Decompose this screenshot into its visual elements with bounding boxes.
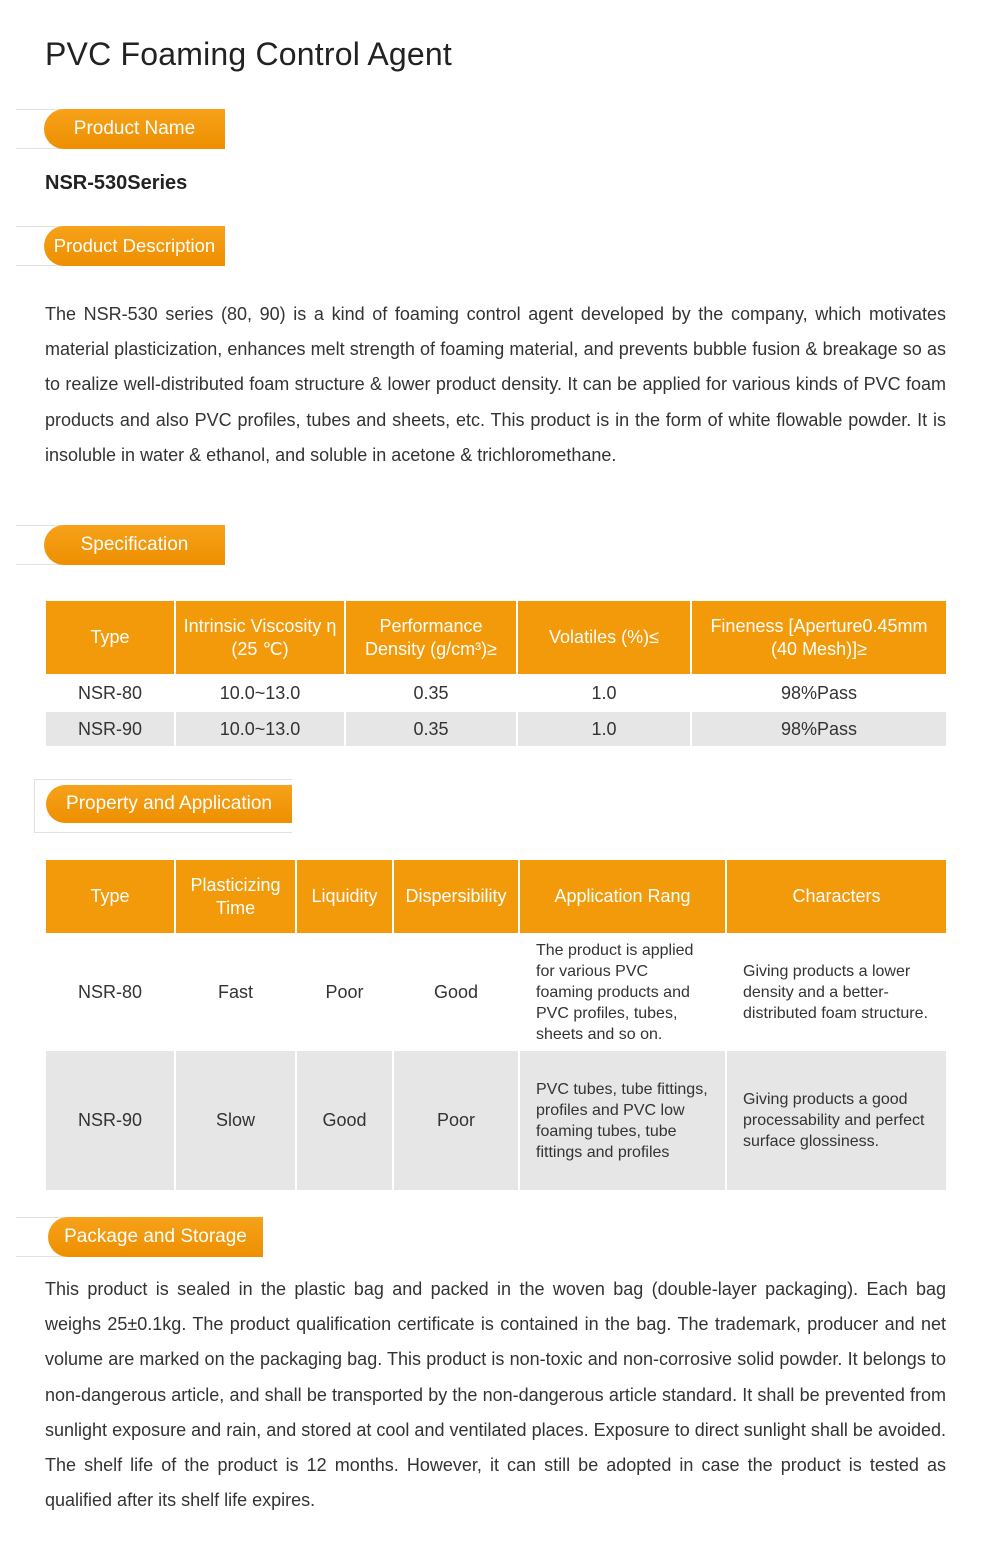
spec-cell: 98%Pass xyxy=(692,677,946,712)
property-cell: PVC tubes, tube fittings, profiles and PVC low foaming tubes, tube fittings and profiles xyxy=(520,1051,725,1192)
property-cell: Giving products a good processability and perfect surface glossiness. xyxy=(727,1051,946,1192)
section-tab-product-name xyxy=(16,109,225,149)
property-cell: NSR-80 xyxy=(46,936,174,1051)
property-header: Type xyxy=(46,860,174,936)
spec-cell: 0.35 xyxy=(346,677,516,712)
section-label: Property and Application xyxy=(46,785,292,823)
section-label: Package and Storage xyxy=(48,1217,263,1257)
table-row xyxy=(46,677,946,712)
property-header: Plasticizing Time xyxy=(176,860,295,936)
property-cell: NSR-90 xyxy=(46,1051,174,1192)
property-header: Dispersibility xyxy=(394,860,518,936)
specification-table xyxy=(44,601,948,748)
spec-cell: 10.0~13.0 xyxy=(176,712,344,748)
spec-cell: NSR-80 xyxy=(46,677,174,712)
property-cell: Poor xyxy=(297,936,392,1051)
property-cell: The product is applied for various PVC foaming products and PVC profiles, tubes, sheets and so on. xyxy=(520,936,725,1051)
spec-cell: 1.0 xyxy=(518,677,690,712)
spec-header: Fineness [Aperture0.45mm (40 Mesh)]≥ xyxy=(692,601,946,677)
spec-header: Intrinsic Viscosity η (25 ℃) xyxy=(176,601,344,677)
spec-cell: NSR-90 xyxy=(46,712,174,748)
property-header: Application Rang xyxy=(520,860,725,936)
spec-header: Volatiles (%)≤ xyxy=(518,601,690,677)
table-row xyxy=(46,1051,946,1192)
section-tab-specification xyxy=(16,525,225,565)
spec-cell: 10.0~13.0 xyxy=(176,677,344,712)
property-cell: Slow xyxy=(176,1051,295,1192)
property-header: Liquidity xyxy=(297,860,392,936)
table-row xyxy=(46,712,946,748)
package-storage-text: This product is sealed in the plastic bag and packed in the woven bag (double-layer packaging). Each bag weighs 25±0.1kg. The product qualification certificate is contained in the bag. The trademark, producer and net volume are marked on the packaging bag. This product is non-toxic and non-corrosive solid powder. It belongs to non-dangerous article, and shall be transported by the non-dangerous article standard. It shall be prevented from sunlight exposure and rain, and stored at cool and ventilated places. Exposure to direct sunlight shall be avoided. The shelf life of the product is 12 months. However, it can still be adopted in case the product is tested as qualified after its shelf life expires. xyxy=(45,1279,946,1511)
property-application-table xyxy=(44,860,948,1192)
property-cell: Giving products a lower density and a better-distributed foam structure. xyxy=(727,936,946,1051)
spec-header: Type xyxy=(46,601,174,677)
section-tab-product-description xyxy=(16,226,225,266)
spec-cell: 98%Pass xyxy=(692,712,946,748)
section-tab-property-application xyxy=(34,779,292,833)
product-code: NSR-530Series xyxy=(45,172,188,194)
section-label: Specification xyxy=(44,525,225,565)
page-title: PVC Foaming Control Agent xyxy=(45,36,452,72)
property-cell: Good xyxy=(297,1051,392,1192)
spec-cell: 1.0 xyxy=(518,712,690,748)
section-label: Product Description xyxy=(44,226,225,266)
property-cell: Fast xyxy=(176,936,295,1051)
spec-header: Performance Density (g/cm³)≥ xyxy=(346,601,516,677)
section-label: Product Name xyxy=(44,109,225,149)
property-cell: Poor xyxy=(394,1051,518,1192)
spec-cell: 0.35 xyxy=(346,712,516,748)
table-row xyxy=(46,936,946,1051)
product-description-text: The NSR-530 series (80, 90) is a kind of foaming control agent developed by the company, which motivates material plasticization, enhances melt strength of foaming material, and prevents bubble fusion & breakage so as to realize well-distributed foam structure & lower product density. It can be applied for various kinds of PVC foam products and also PVC profiles, tubes and sheets, etc. This product is in the form of white flowable powder. It is insoluble in water & ethanol, and soluble in acetone & trichloromethane. xyxy=(45,304,946,465)
property-cell: Good xyxy=(394,936,518,1051)
section-tab-package-storage xyxy=(16,1217,263,1257)
property-header: Characters xyxy=(727,860,946,936)
